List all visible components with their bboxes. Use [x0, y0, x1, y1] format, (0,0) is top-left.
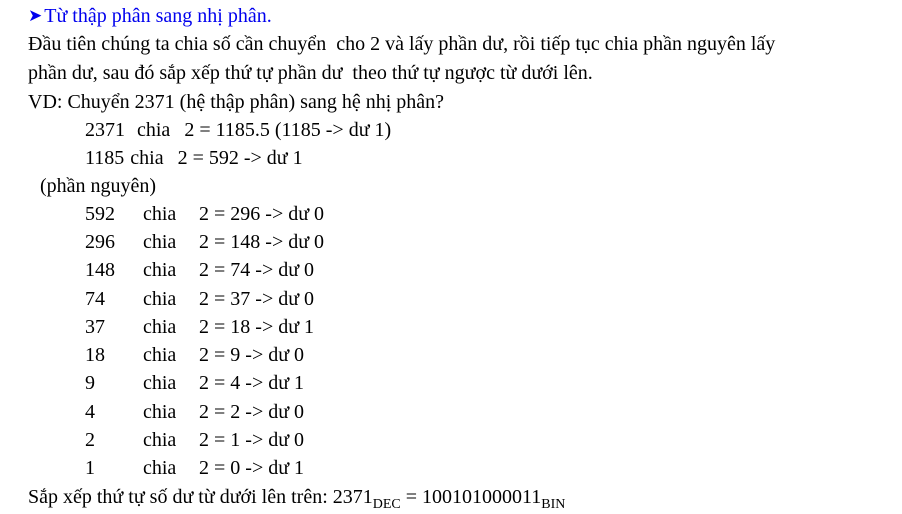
step-number: 2 [85, 429, 95, 451]
step-result: 2 = 4 -> dư 1 [199, 372, 305, 394]
step-op: chia [143, 344, 177, 366]
step-number: 37 [85, 316, 105, 338]
step-op: chia [137, 119, 171, 141]
division-step [85, 313, 314, 341]
conclusion-prefix: Sắp xếp thứ tự số dư từ dưới lên trên: 2371 [28, 486, 373, 508]
step-result: 2 = 37 -> dư 0 [199, 288, 315, 310]
step-number: 2371 [85, 119, 125, 141]
integer-part-note: (phần nguyên) [40, 175, 157, 197]
step-op: chia [130, 147, 164, 169]
step-op: chia [143, 372, 177, 394]
example-title: VD: Chuyển 2371 (hệ thập phân) sang hệ nhị phân? [28, 91, 445, 113]
intro-line-2: phần dư, sau đó sắp xếp thứ tự phần dư theo thứ tự ngược từ dưới lên. [28, 62, 593, 84]
division-step [85, 369, 304, 397]
division-step [85, 200, 324, 228]
step-result: 2 = 1185.5 (1185 -> dư 1) [184, 119, 392, 141]
step-result: 2 = 9 -> dư 0 [199, 344, 305, 366]
step-number: 1 [85, 457, 95, 479]
step-number: 4 [85, 401, 95, 423]
step-result: 2 = 148 -> dư 0 [199, 231, 325, 253]
step-op: chia [143, 203, 177, 225]
division-step [85, 454, 304, 482]
step-number: 296 [85, 231, 115, 253]
division-step [85, 341, 304, 369]
intro-line-1: Đầu tiên chúng ta chia số cần chuyển cho 2 và lấy phần dư, rồi tiếp tục chia phần nguyên lấy [28, 33, 776, 55]
step-op: chia [143, 288, 177, 310]
dec-subscript: DEC [372, 497, 401, 512]
step-result: 2 = 2 -> dư 0 [199, 401, 305, 423]
step-op: chia [143, 429, 177, 451]
conclusion-binary: = 100101000011 [400, 486, 542, 508]
step-result: 2 = 1 -> dư 0 [199, 429, 305, 451]
division-step [85, 426, 304, 454]
step-number: 9 [85, 372, 95, 394]
conclusion [28, 483, 565, 511]
division-step [85, 398, 304, 426]
division-step [85, 256, 314, 284]
step-result: 2 = 18 -> dư 1 [199, 316, 315, 338]
step-number: 1185 [85, 147, 125, 169]
division-step [85, 285, 314, 313]
step-op: chia [143, 457, 177, 479]
division-step [85, 144, 303, 172]
division-step [85, 228, 324, 256]
step-result: 2 = 592 -> dư 1 [177, 147, 303, 169]
step-op: chia [143, 316, 177, 338]
step-op: chia [143, 259, 177, 281]
step-op: chia [143, 231, 177, 253]
bin-subscript: BIN [541, 497, 566, 512]
step-number: 74 [85, 288, 105, 310]
step-number: 592 [85, 203, 115, 225]
step-op: chia [143, 401, 177, 423]
division-step [85, 116, 391, 144]
step-number: 148 [85, 259, 115, 281]
step-result: 2 = 0 -> dư 1 [199, 457, 305, 479]
step-result: 2 = 74 -> dư 0 [199, 259, 315, 281]
arrow-bullet-icon: ➤ [28, 6, 43, 25]
section-heading [28, 2, 272, 30]
step-result: 2 = 296 -> dư 0 [199, 203, 325, 225]
section-heading-text: Từ thập phân sang nhị phân. [44, 5, 272, 27]
step-number: 18 [85, 344, 105, 366]
